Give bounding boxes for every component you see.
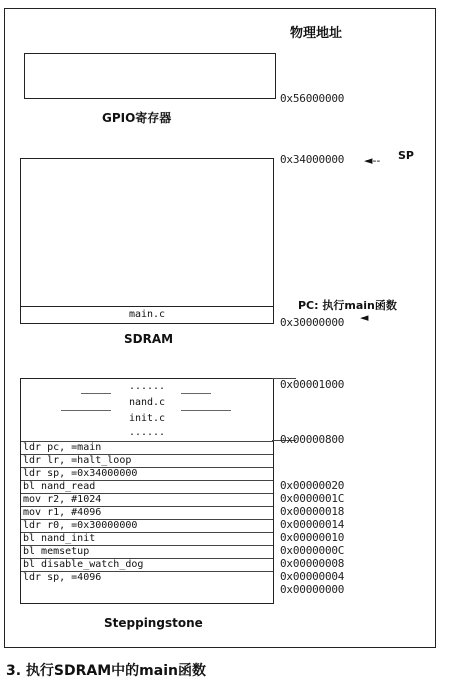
- address-0x0000001C: 0x0000001C: [280, 492, 345, 505]
- address-0x00000014: 0x00000014: [280, 518, 345, 531]
- address-0x00000018: 0x00000018: [280, 505, 345, 518]
- steppingstone-block: [20, 378, 274, 604]
- address-0x00000008: 0x00000008: [280, 557, 345, 570]
- address-0x00000020: 0x00000020: [280, 479, 345, 492]
- code-line: ldr r0, =0x30000000: [21, 519, 273, 532]
- address-0x30000000: 0x30000000: [280, 316, 345, 329]
- address-0x00000010: 0x00000010: [280, 531, 345, 544]
- sp-label: SP: [398, 149, 414, 162]
- init-c-label: init.c: [128, 413, 166, 424]
- pc-arrow-icon: ◄: [360, 311, 369, 324]
- dash-line: [61, 410, 111, 411]
- code-line: bl disable_watch_dog: [21, 558, 273, 571]
- code-line: ldr pc, =main: [21, 441, 273, 454]
- main-c-segment: main.c: [21, 306, 273, 323]
- code-line: bl nand_read: [21, 480, 273, 493]
- gpio-register-block: [24, 53, 276, 99]
- code-line: ldr lr, =halt_loop: [21, 454, 273, 467]
- address-0x56000000: 0x56000000: [280, 92, 345, 105]
- dash-line: [81, 393, 111, 394]
- address-0x0000000C: 0x0000000C: [280, 544, 345, 557]
- address-0x00001000: 0x00001000: [280, 378, 345, 391]
- steppingstone-label: Steppingstone: [104, 616, 203, 630]
- sdram-block: [20, 158, 274, 324]
- address-0x00000000: 0x00000000: [280, 583, 345, 596]
- pc-label: PC: 执行main函数: [298, 299, 397, 312]
- dash-line: [181, 393, 211, 394]
- code-line: bl nand_init: [21, 532, 273, 545]
- code-line: mov r1, #4096: [21, 506, 273, 519]
- code-line: ldr sp, =0x34000000: [21, 467, 273, 480]
- dots-top: ......: [128, 381, 166, 392]
- code-line: bl memsetup: [21, 545, 273, 558]
- dash-line: [181, 410, 231, 411]
- gpio-label: GPIO寄存器: [102, 111, 172, 125]
- figure-caption: 3. 执行SDRAM中的main函数: [6, 663, 206, 679]
- sp-arrow-icon: ◄--: [364, 154, 381, 167]
- address-0x34000000: 0x34000000: [280, 153, 345, 166]
- code-line: ldr sp, =4096: [21, 571, 273, 584]
- address-0x00000004: 0x00000004: [280, 570, 345, 583]
- sdram-label: SDRAM: [124, 332, 174, 346]
- physical-address-heading: 物理地址: [290, 26, 343, 41]
- dots-bottom: ......: [128, 427, 166, 438]
- code-line: mov r2, #1024: [21, 493, 273, 506]
- address-0x00000800: 0x00000800: [280, 433, 345, 446]
- nand-c-label: nand.c: [128, 397, 166, 408]
